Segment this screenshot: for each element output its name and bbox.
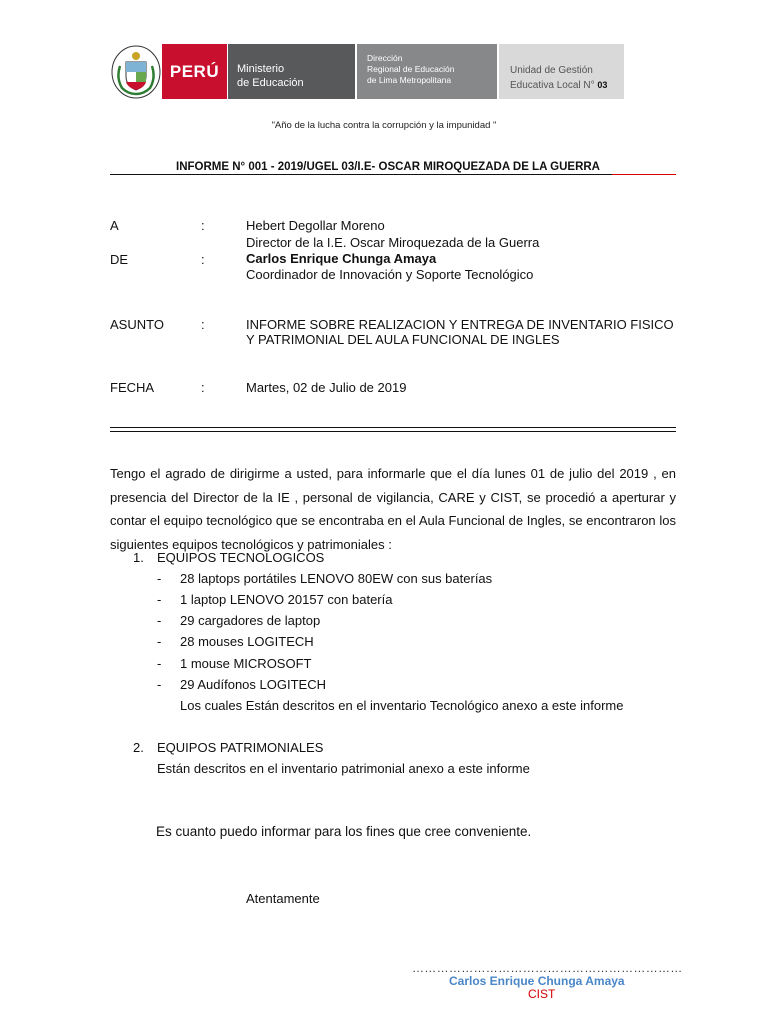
dre-line-2: Regional de Educación	[367, 64, 455, 74]
dre-line-1: Dirección	[367, 53, 403, 63]
section-2-note: Están descritos en el inventario patrimonial anexo a este informe	[157, 761, 530, 776]
date-label: FECHA	[110, 380, 155, 395]
intro-paragraph: Tengo el agrado de dirigirme a usted, para informarle que el día lunes 01 de julio del 2019 , en presencia del Director de la IE , personal de vigilancia, CARE y CIST, se procedió a aperturar y contar el equipo tecnológico que se encontraba en el Aula Funcional de Ingles, se encontraron los siguientes equipos tecnológicos y patrimoniales :	[110, 466, 676, 552]
header-divider	[110, 427, 676, 432]
date-value: Martes, 02 de Julio de 2019	[246, 380, 407, 395]
list-bullet: -	[157, 571, 162, 586]
section-2-number: 2.	[133, 740, 144, 755]
to-role: Director de la I.E. Oscar Miroquezada de la Guerra	[246, 235, 540, 250]
list-bullet: -	[157, 656, 162, 671]
list-item: 29 cargadores de laptop	[180, 613, 321, 628]
coat-of-arms-icon	[110, 44, 162, 100]
list-item: 28 laptops portátiles LENOVO 80EW con sus baterías	[180, 571, 493, 586]
ugel-logo	[499, 44, 624, 99]
farewell-text: Atentamente	[246, 891, 320, 906]
to-label: A	[110, 218, 119, 233]
list-item: 28 mouses LOGITECH	[180, 634, 314, 649]
from-name: Carlos Enrique Chunga Amaya	[246, 251, 437, 266]
subject-line-2: Y PATRIMONIAL DEL AULA FUNCIONAL DE INGLES	[246, 332, 560, 347]
list-bullet: -	[157, 677, 162, 692]
from-label: DE	[110, 252, 129, 267]
ugel-line-2	[510, 78, 624, 93]
signature-line: …………………………………………………………	[412, 961, 683, 975]
to-colon: :	[201, 218, 205, 233]
to-name: Hebert Degollar Moreno	[246, 218, 385, 233]
signer-role: CIST	[528, 987, 556, 1001]
date-colon: :	[201, 380, 205, 395]
signer-name: Carlos Enrique Chunga Amaya	[449, 974, 625, 988]
section-1-number: 1.	[133, 550, 144, 565]
section-2-title: EQUIPOS PATRIMONIALES	[157, 740, 324, 755]
list-item: 1 laptop LENOVO 20157 con batería	[180, 592, 393, 607]
title-underline	[110, 174, 612, 175]
ugel-line-1: Unidad de Gestión	[510, 65, 593, 76]
subject-label: ASUNTO	[110, 317, 164, 332]
list-bullet: -	[157, 634, 162, 649]
dre-logo	[357, 44, 497, 99]
from-role: Coordinador de Innovación y Soporte Tecnológico	[246, 267, 534, 282]
list-bullet: -	[157, 613, 162, 628]
list-item: 1 mouse MICROSOFT	[180, 656, 312, 671]
ugel-number: 03	[597, 80, 608, 90]
year-motto: "Año de la lucha contra la corrupción y la impunidad "	[271, 120, 497, 131]
ugel-line-2-text: Educativa Local N°	[510, 80, 595, 91]
country-label: PERÚ	[169, 61, 220, 81]
ministry-line-1: Ministerio	[237, 63, 285, 75]
dre-line-3: de Lima Metropolitana	[367, 75, 452, 85]
from-colon: :	[201, 252, 205, 267]
peru-logo	[162, 44, 227, 99]
title-underline-red	[612, 174, 676, 175]
list-bullet: -	[157, 592, 162, 607]
subject-colon: :	[201, 317, 205, 332]
ministry-logo	[228, 44, 355, 99]
ministry-line-2: de Educación	[237, 77, 304, 89]
section-1-note: Los cuales Están descritos en el inventario Tecnológico anexo a este informe	[180, 698, 624, 713]
section-1-title: EQUIPOS TECNOLOGICOS	[157, 550, 325, 565]
subject-line-1: INFORME SOBRE REALIZACION Y ENTREGA DE INVENTARIO FISICO	[246, 317, 674, 332]
closing-text: Es cuanto puedo informar para los fines que cree conveniente.	[156, 824, 532, 839]
list-item: 29 Audífonos LOGITECH	[180, 677, 326, 692]
report-title: INFORME N° 001 - 2019/UGEL 03/I.E- OSCAR MIROQUEZADA DE LA GUERRA	[176, 161, 600, 173]
